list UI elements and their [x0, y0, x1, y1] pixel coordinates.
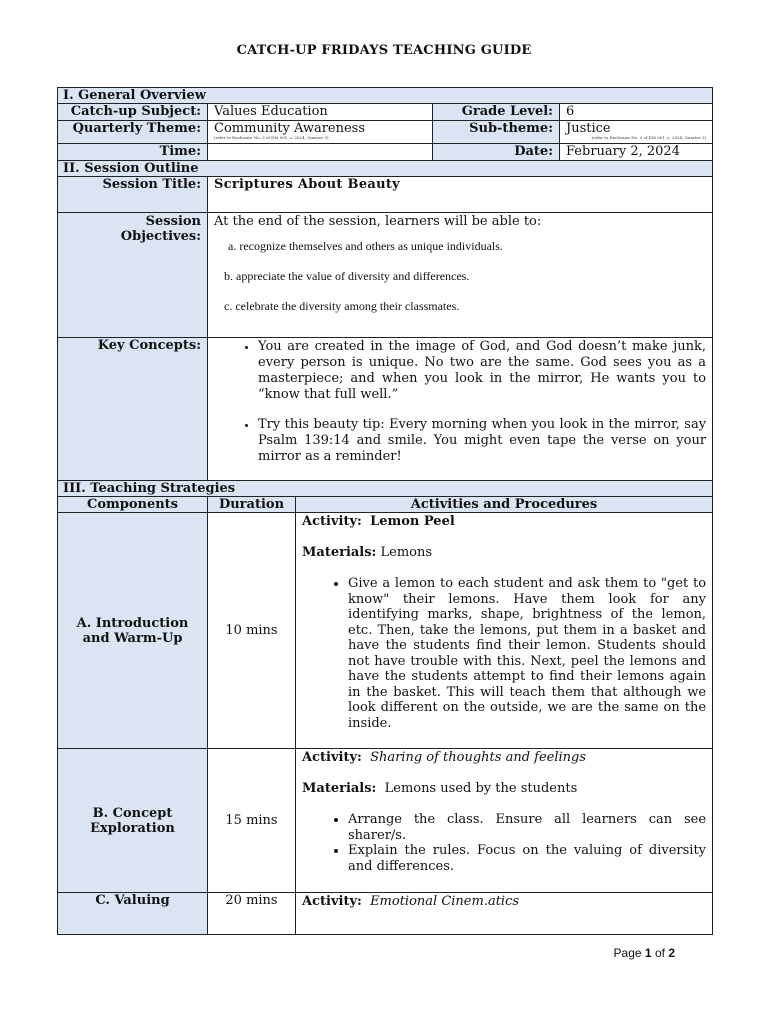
page-footer [614, 946, 675, 960]
theme-cell [208, 121, 433, 144]
grade-label: Grade Level: [433, 104, 560, 121]
component-intro-line2: and Warm-Up [82, 630, 183, 646]
materials-label: Materials: [302, 545, 377, 560]
materials-line [302, 781, 706, 796]
time-label: Time: [58, 144, 208, 161]
session-outline-heading: II. Session Outline [58, 161, 713, 177]
session-title-value: Scriptures About Beauty [208, 177, 713, 213]
objectives-cell [208, 213, 713, 338]
col-header-components: Components [58, 497, 208, 513]
materials-value: Lemons [380, 545, 433, 560]
step-item: • Give a lemon to each student and ask them to "get to know" their lemons. Have them look for any identifying marks, shape, brightness of the lemon, etc. Then, take the lemons, put them in a basket and have the students find their lemon. Students should not have trouble with this. Next, peel the lemons and have the students attempt to find their lemons again in the basket. This will teach them that although we look different on the outside, we are the same on the inside. [348, 576, 706, 731]
activity-label: Activity: [302, 894, 362, 909]
steps-list [302, 812, 706, 874]
col-header-duration: Duration [208, 497, 296, 513]
date-value: February 2, 2024 [560, 144, 713, 161]
activities-intro [296, 513, 713, 749]
page-number: 1 [644, 946, 652, 960]
duration-valuing: 20 mins [208, 893, 296, 935]
teaching-strategies-heading: III. Teaching Strategies [58, 481, 713, 497]
component-exploration-line2: Exploration [90, 820, 175, 836]
objectives-intro: At the end of the session, learners will be able to: [214, 214, 542, 229]
component-intro [58, 513, 208, 749]
theme-value: Community Awareness [214, 121, 366, 136]
key-concepts-cell [208, 338, 713, 481]
subject-value: Values Education [208, 104, 433, 121]
theme-note: (refer to Enclosure No. 3 of DM 001, s. 2024, Quarter 3) [214, 135, 329, 140]
materials-label: Materials: [302, 781, 377, 796]
theme-label: Quarterly Theme: [58, 121, 208, 144]
activity-name: Lemon Peel [370, 514, 455, 529]
col-header-activities: Activities and Procedures [296, 497, 713, 513]
duration-intro: 10 mins [208, 513, 296, 749]
activity-label: Activity: [302, 750, 362, 765]
subtheme-note: (refer to Enclosure No. 3 of DM 001, s. 2024, Quarter 3) [591, 135, 707, 140]
component-exploration-line1: B. Concept [92, 805, 173, 821]
key-concept-item: • You are created in the image of God, and God doesn’t make junk, every person is unique. No two are the same. God sees you as a masterpiece; and when you look in the mirror, He wants you to “know that full well.” [258, 339, 706, 403]
subtheme-value: Justice [566, 121, 611, 136]
page-word: Page [613, 946, 642, 960]
objective-item: a. recognize themselves and others as unique individuals. [228, 239, 503, 253]
of-word: of [654, 946, 665, 960]
document-title: CATCH-UP FRIDAYS TEACHING GUIDE [236, 43, 532, 58]
time-value [208, 144, 433, 161]
session-title-label: Session Title: [58, 177, 208, 213]
key-concepts-list [214, 339, 706, 465]
activity-name: Emotional Cinem.atics [370, 894, 520, 909]
activity-line [302, 894, 706, 909]
step-item: • Arrange the class. Ensure all learners can see sharer/s. [348, 812, 706, 843]
subtheme-label: Sub-theme: [433, 121, 560, 144]
steps-list [302, 576, 706, 731]
activity-label: Activity: [302, 514, 362, 529]
objectives-label [58, 213, 208, 338]
objectives-label-line1: Session [145, 214, 201, 229]
objectives-label-line2: Objectives: [120, 229, 201, 244]
strategies-table [57, 480, 713, 935]
key-concepts-label: Key Concepts: [58, 338, 208, 481]
subject-label: Catch-up Subject: [58, 104, 208, 121]
general-overview-heading: I. General Overview [58, 88, 713, 104]
component-valuing: C. Valuing [58, 893, 208, 935]
overview-table [57, 87, 713, 481]
component-intro-line1: A. Introduction [76, 615, 189, 631]
materials-line [302, 545, 706, 560]
activities-exploration [296, 749, 713, 893]
component-exploration [58, 749, 208, 893]
objective-item: c. celebrate the diversity among their classmates. [224, 299, 460, 313]
grade-value: 6 [560, 104, 713, 121]
materials-value: Lemons used by the students [384, 781, 578, 796]
step-item: • Explain the rules. Focus on the valuing of diversity and differences. [348, 843, 706, 874]
duration-exploration: 15 mins [208, 749, 296, 893]
date-label: Date: [433, 144, 560, 161]
activities-valuing [296, 893, 713, 935]
activity-name: Sharing of thoughts and feelings [370, 750, 587, 765]
activity-line [302, 514, 706, 529]
objective-item: b. appreciate the value of diversity and differences. [224, 269, 470, 283]
page-total: 2 [668, 946, 675, 960]
activity-line [302, 750, 706, 765]
key-concept-item: • Try this beauty tip: Every morning when you look in the mirror, say Psalm 139:14 and smile. You might even tape the verse on your mirror as a reminder! [258, 417, 706, 465]
subtheme-cell [560, 121, 713, 144]
